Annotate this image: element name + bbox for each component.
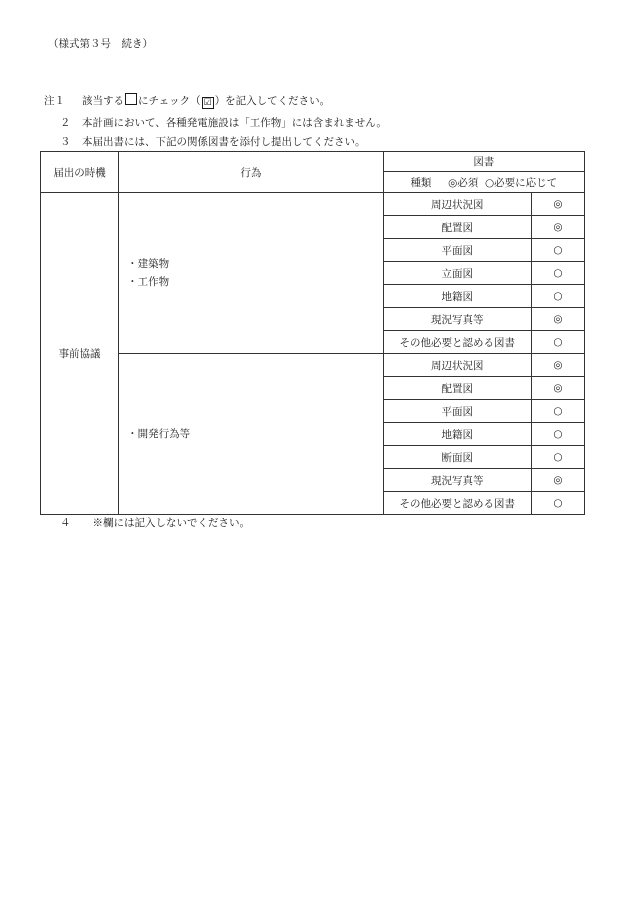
header-action: 行為 <box>119 152 383 193</box>
note-number: ４ <box>60 517 71 529</box>
doc-name: 現況写真等 <box>383 469 531 492</box>
action-group-building: ・建築物 ・工作物 <box>119 193 383 354</box>
doc-mark: ◎ <box>531 469 584 492</box>
doc-mark: ◎ <box>531 193 584 216</box>
note-number: 注１ <box>44 95 65 107</box>
doc-mark: ○ <box>531 446 584 469</box>
doc-mark: ◎ <box>531 216 584 239</box>
doc-mark: ○ <box>531 285 584 308</box>
note-text: ※欄には記入しないでください。 <box>92 517 250 529</box>
header-timing: 届出の時機 <box>41 152 119 193</box>
note-text: 本計画において、各種発電施設は「工作物」には含まれません。 <box>82 117 387 129</box>
action-group-development: ・開発行為等 <box>119 354 383 515</box>
doc-mark: ◎ <box>531 377 584 400</box>
doc-name: その他必要と認める図書 <box>383 331 531 354</box>
doc-name: 周辺状況図 <box>383 354 531 377</box>
doc-name: 地籍図 <box>383 285 531 308</box>
doc-mark: ○ <box>531 262 584 285</box>
documents-table <box>40 151 585 515</box>
doc-name: 平面図 <box>383 239 531 262</box>
doc-name: 地籍図 <box>383 423 531 446</box>
doc-name: 平面図 <box>383 400 531 423</box>
doc-mark: ○ <box>531 423 584 446</box>
doc-mark: ○ <box>531 331 584 354</box>
doc-mark: ◎ <box>531 354 584 377</box>
doc-mark: ○ <box>531 492 584 515</box>
doc-mark: ○ <box>531 239 584 262</box>
doc-mark: ○ <box>531 400 584 423</box>
empty-checkbox-icon <box>125 93 137 105</box>
doc-name: 配置図 <box>383 216 531 239</box>
checked-box-icon: ☑ <box>203 98 212 108</box>
doc-mark: ◎ <box>531 308 584 331</box>
timing-cell: 事前協議 <box>41 193 119 515</box>
header-documents: 図書 <box>383 152 584 172</box>
doc-name: 配置図 <box>383 377 531 400</box>
doc-name: その他必要と認める図書 <box>383 492 531 515</box>
doc-name: 現況写真等 <box>383 308 531 331</box>
note-4 <box>60 515 250 530</box>
doc-name: 立面図 <box>383 262 531 285</box>
doc-name: 周辺状況図 <box>383 193 531 216</box>
form-label: （様式第３号 続き） <box>48 38 153 50</box>
note-number: ２ <box>60 117 71 129</box>
note-text: 本届出書には、下記の関係図書を添付し提出してください。 <box>82 136 366 148</box>
note-number: ３ <box>60 136 71 148</box>
header-kinds: 種類 ◎必須 ○必要に応じて <box>383 172 584 193</box>
doc-name: 断面図 <box>383 446 531 469</box>
note-text: 該当する にチェック（ ☑ ）を記入してください。 <box>82 95 331 108</box>
